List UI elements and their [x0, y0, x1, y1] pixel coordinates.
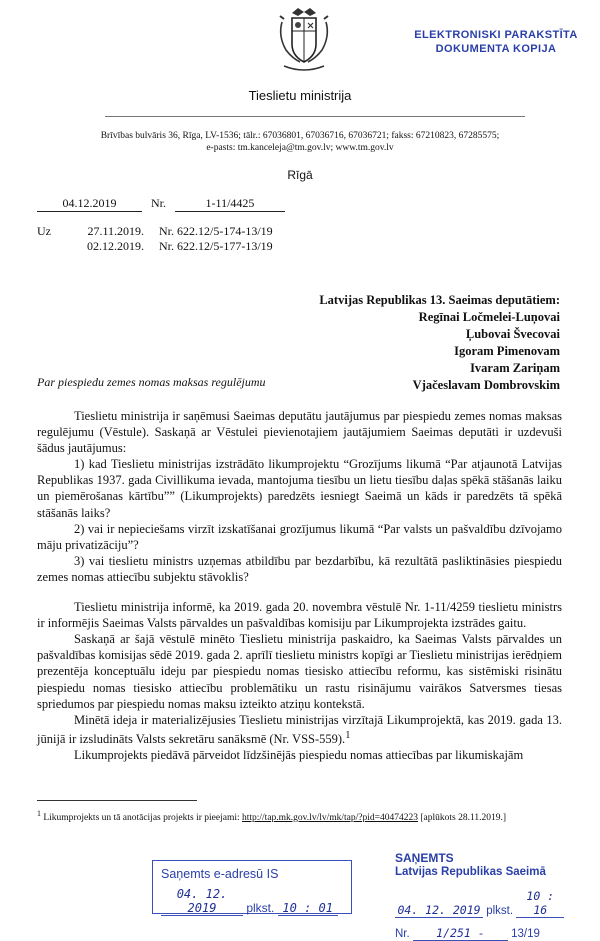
- coat-of-arms-icon: [276, 4, 332, 74]
- recipient-line: Latvijas Republikas 13. Saeimas deputātiem:: [319, 293, 560, 307]
- paragraph: Likumprojekts piedāvā pārveidot līdzšinējās piespiedu nomas attiecības par likumiskajām: [74, 748, 524, 763]
- ref2-date: 02.12.2019.: [87, 239, 144, 253]
- ministry-name: Tieslietu ministrija: [248, 88, 352, 103]
- e-signature-stamp: [406, 28, 586, 56]
- ref1-nr: Nr. 622.12/5-174-13/19: [159, 224, 273, 238]
- paragraph-with-footnote: [37, 712, 562, 747]
- footnote-ref: 1: [345, 729, 351, 741]
- recipient-line: Vjačeslavam Dombrovskim: [412, 378, 560, 392]
- saeima-receipt-stamp: [395, 851, 591, 940]
- footnote-text: Likumprojekts un tā anotācijas projekts ir pieejami:: [43, 813, 240, 824]
- stamp-right-nr-label: Nr.: [395, 928, 410, 940]
- e-signature-stamp-line1: ELEKTRONISKI PARAKSTĪTA: [414, 29, 578, 41]
- stamp-right-time: 10 : 16: [516, 889, 564, 918]
- stamp-right-nr: 1/251 -: [413, 926, 508, 941]
- footnote: [37, 808, 562, 824]
- letter-body: [37, 408, 562, 763]
- paragraph: Saskaņā ar šajā vēstulē minēto Tieslietu ministrija paskaidro, ka Saeimas Valsts pārvaldes un pašvaldības komisijas sēdē 2019. gada 2. aprīlī tieslietu ministrs kopīgi ar Tieslietu ministrijas ierēdņiem prezentēja konceptuālu ideju par piespiedu nomas tiesisko attiecību reformu, kas sistēmiski risinātu piespiedu nomas tiesisko attiecību problemātiku un rastu risinājumu vairākos Satversmes tiesas spriedumos par piespiedu nomas maksu izteikto atziņu kontekstā.: [37, 632, 562, 711]
- doc-date: 04.12.2019: [37, 196, 142, 212]
- ref2-nr: Nr. 622.12/5-177-13/19: [159, 239, 273, 253]
- city: Rīgā: [287, 168, 313, 182]
- footnote-divider: [37, 800, 197, 801]
- e-address-receipt-stamp: [152, 860, 352, 914]
- footnote-link[interactable]: http://tap.mk.gov.lv/lv/mk/tap/?pid=40474223: [241, 813, 418, 824]
- paragraph: 1) kad Tieslietu ministrijas izstrādāto likumprojektu “Grozījums likumā “Par atjaunotā Latvijas Republikas 1937. gada Civillikuma ievada, mantojuma tiesību un lietu tiesību daļas spēkā stāšanās laiku un piemērošanas kārtību”” (Likumprojekts) paredzēts iesniegt Saeimā un kāds ir paredzēts tā spēkā stāšanās laiks?: [37, 457, 562, 520]
- stamp-right-plkst: plkst.: [486, 905, 514, 917]
- footnote-tail: [aplūkots 28.11.2019.]: [420, 813, 507, 824]
- stamp-left-time: 10 : 01: [278, 901, 338, 916]
- stamp-right-subtitle: Latvijas Republikas Saeimā: [395, 866, 546, 878]
- recipient-line: Ivaram Zariņam: [470, 361, 560, 375]
- recipient-line: Regīnai Ločmelei-Luņovai: [418, 310, 560, 324]
- paragraph: Tieslietu ministrija ir saņēmusi Saeimas deputātu jautājumus par piespiedu zemes nomas maksas regulējumu (Vēstule). Saskaņā ar Vēstulei pievienotajiem jautājumiem Saeimas deputāti ir uzdevuši šādus jautājumus:: [37, 409, 562, 456]
- paragraph: Tieslietu ministrija informē, ka 2019. gada 20. novembra vēstulē Nr. 1-11/4259 tieslietu ministrs ir informējis Saeimas Valsts pārvaldes un pašvaldības komisiju par Likumprojekta izstrādes gaitu.: [37, 600, 562, 631]
- paragraph: 3) vai tieslietu ministrs uzņemas atbildību par bezdarbību, kā rezultātā pasliktināsies piespiedu zemes nomas attiecību subjektu stāvoklis?: [37, 553, 562, 584]
- subject-line: Par piespiedu zemes nomas maksas regulējumu: [37, 375, 266, 389]
- header-divider: [105, 116, 525, 117]
- stamp-right-nr-suffix: 13/19: [511, 928, 540, 940]
- paragraph-text: Minētā ideja ir materializējusies Tieslietu ministrijas virzītajā Likumprojektā, kas 2019. gada 13. jūnijā ir izsludināts Valsts sekretāru sanāksmē (Nr. VSS-559).: [37, 712, 562, 746]
- stamp-right-title: SAŅEMTS: [395, 851, 454, 865]
- recipients-block: [319, 292, 560, 394]
- address-line-2: e-pasts: tm.kanceleja@tm.gov.lv; www.tm.gov.lv: [206, 143, 394, 153]
- doc-nr-label: Nr.: [151, 196, 166, 210]
- doc-date-row: [37, 196, 285, 212]
- recipient-line: Igoram Pimenovam: [454, 344, 560, 358]
- paragraph: 2) vai ir nepieciešams virzīt izskatīšanai grozījumus likumā “Par valsts un pašvaldību dzīvojamo māju privatizāciju”?: [37, 521, 562, 552]
- uz-label: Uz: [37, 224, 51, 238]
- recipient-line: Ļubovai Švecovai: [465, 327, 560, 341]
- e-signature-stamp-line2: DOKUMENTA KOPIJA: [435, 43, 557, 55]
- stamp-left-title: Saņemts e-adresū IS: [161, 867, 279, 881]
- ref1-date: 27.11.2019.: [87, 224, 144, 238]
- address-line-1: Brīvības bulvāris 36, Rīga, LV-1536; tālr.: 67036801, 67036716, 67036721; fakss: 67210823, 67285575;: [100, 131, 500, 141]
- footnote-mark: 1: [37, 809, 41, 818]
- stamp-left-plkst: plkst.: [246, 901, 275, 915]
- stamp-left-date: 04. 12. 2019: [161, 887, 243, 916]
- stamp-right-date: 04. 12. 2019: [395, 903, 483, 918]
- doc-nr: 1-11/4425: [175, 196, 285, 212]
